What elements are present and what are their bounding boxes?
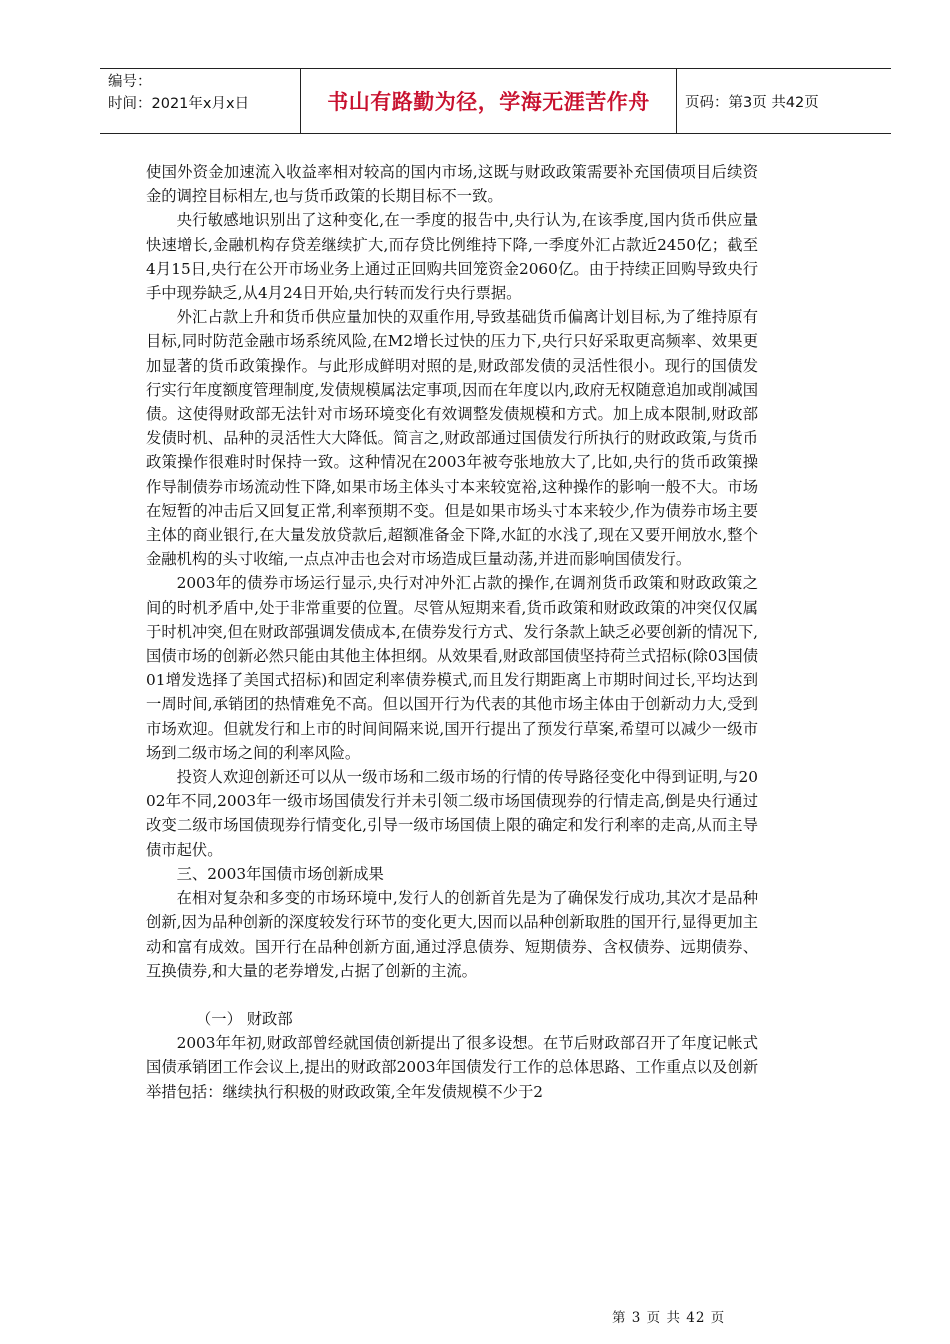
section-heading: 三、2003年国债市场创新成果 bbox=[176, 864, 384, 883]
document-body bbox=[146, 160, 758, 1104]
number-label: 编号： bbox=[108, 74, 152, 90]
header-meta bbox=[100, 69, 301, 133]
paragraph: 2003年年初,财政部曾经就国债创新提出了很多设想。在节后财政部召开了年度记帐式国债承销团工作会议上,提出的财政部2003年国债发行工作的总体思路、工作重点以及创新举措包括：继续执行积极的财政政策,全年发债规模不少于2 bbox=[146, 1034, 758, 1101]
paragraph: 在相对复杂和多变的市场环境中,发行人的创新首先是为了确保发行成功,其次才是品种创新,因为品种创新的深度较发行环节的变化更大,因而以品种创新取胜的国开行,显得更加主动和富有成效。国开行在品种创新方面,通过浮息债券、短期债券、含权债券、远期债券、互换债券,和大量的老券增发,占据了创新的主流。 bbox=[146, 889, 758, 980]
subsection-heading: （一） 财政部 bbox=[196, 1009, 293, 1028]
page-header bbox=[100, 68, 891, 134]
paragraph: 外汇占款上升和货币供应量加快的双重作用,导致基础货币偏离计划目标,为了维持原有目标,同时防范金融市场系统风险,在M2增长过快的压力下,央行只好采取更高频率、效果更加显著的货币政策操作。与此形成鲜明对照的是,财政部发债的灵活性很小。现行的国债发行实行年度额度管理制度,发债规模属法定事项,因而在年度以内,政府无权随意追加或削减国债。这使得财政部无法针对市场环境变化有效调整发债规模和方式。加上成本限制,财政部发债时机、品种的灵活性大大降低。简言之,财政部通过国债发行所执行的财政政策,与货币政策操作很难时时保持一致。这种情况在2003年被夸张地放大了,比如,央行的货币政策操作导制债券市场流动性下降,如果市场主体头寸本来较宽裕,这种操作的影响一般不大。市场在短暂的冲击后又回复正常,利率预期不变。但是如果市场头寸本来较少,作为债券市场主要主体的商业银行,在大量发放贷款后,超额准备金下降,水缸的水浅了,现在又要开闸放水,整个金融机构的头寸收缩,一点点冲击也会对市场造成巨量动荡,并进而影响国债发行。 bbox=[146, 308, 758, 569]
time-label: 时间：2021年x月x日 bbox=[108, 96, 250, 112]
page-footer: 第 3 页 共 42 页 bbox=[612, 1310, 726, 1326]
paragraph: 2003年的债券市场运行显示,央行对冲外汇占款的操作,在调剂货币政策和财政政策之间的时机矛盾中,处于非常重要的位置。尽管从短期来看,货币政策和财政政策的冲突仅仅属于时机冲突,但在财政部强调发债成本,在债券发行方式、发行条款上缺乏必要创新的情况下,国债市场的创新必然只能由其他主体担纲。从效果看,财政部国债坚持荷兰式招标(除03国债01增发选择了美国式招标)和固定利率债券模式,而且发行期距离上市期时间过长,平均达到一周时间,承销团的热情难免不高。但以国开行为代表的其他市场主体由于创新动力大,受到市场欢迎。但就发行和上市的时间间隔来说,国开行提出了预发行草案,希望可以减少一级市场到二级市场之间的利率风险。 bbox=[146, 574, 758, 762]
paragraph: 投资人欢迎创新还可以从一级市场和二级市场的行情的传导路径变化中得到证明,与2002年不同,2003年一级市场国债发行并未引领二级市场国债现券的行情走高,倒是央行通过改变二级市场国债现券行情变化,引导一级市场国债上限的确定和发行利率的走高,从而主导债市起伏。 bbox=[146, 768, 758, 859]
header-page-code: 页码：第3页 共42页 bbox=[685, 94, 819, 111]
paragraph: 使国外资金加速流入收益率相对较高的国内市场,这既与财政政策需要补充国债项目后续资金的调控目标相左,也与货币政策的长期目标不一致。 bbox=[146, 163, 758, 206]
header-motto: 书山有路勤为径，学海无涯苦作舟 bbox=[301, 69, 677, 133]
paragraph: 央行敏感地识别出了这种变化,在一季度的报告中,央行认为,在该季度,国内货币供应量快速增长,金融机构存贷差继续扩大,而存贷比例维持下降,一季度外汇占款近2450亿；截至4月15日,央行在公开市场业务上通过正回购共回笼资金2060亿。由于持续正回购导致央行手中现券缺乏,从4月24日开始,央行转而发行央行票据。 bbox=[146, 211, 758, 303]
